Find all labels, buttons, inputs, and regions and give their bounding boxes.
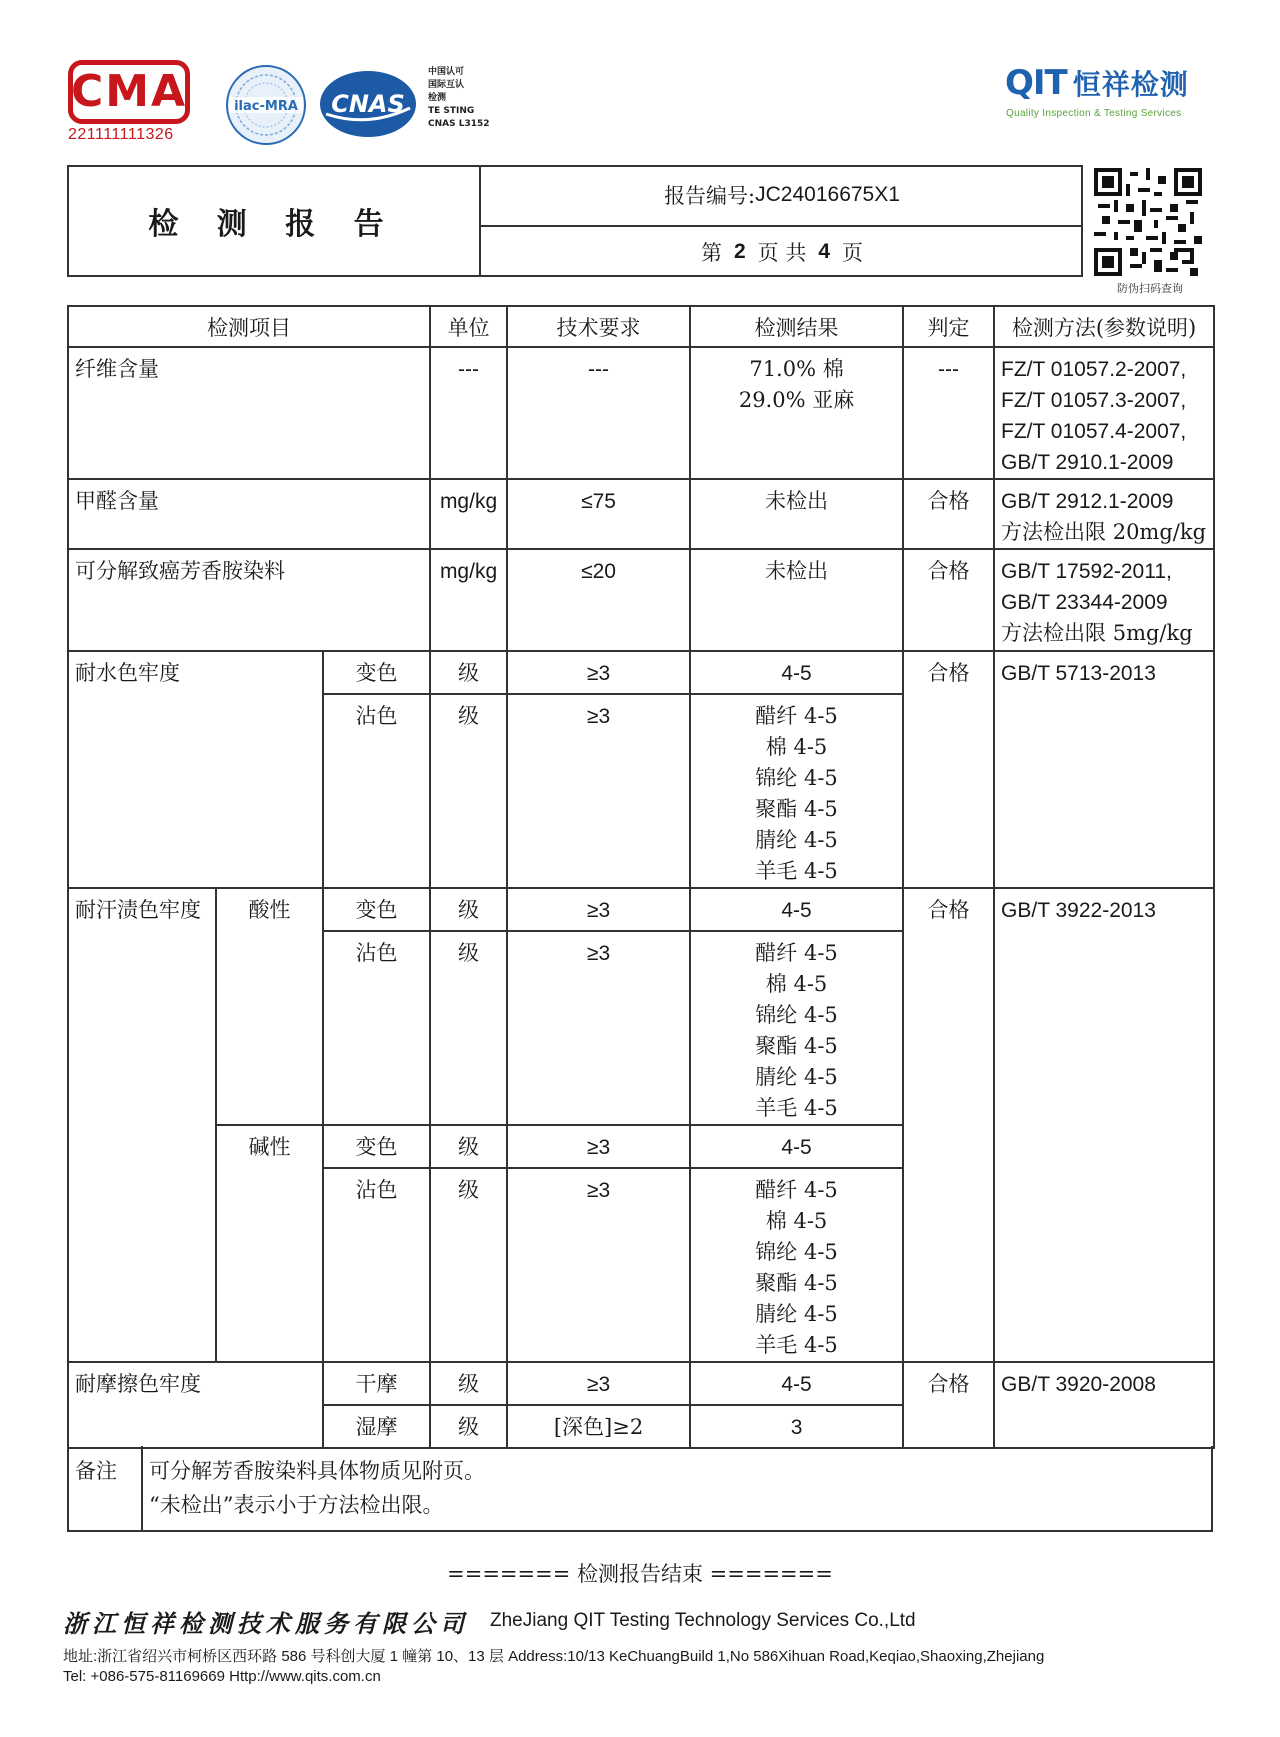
col-header-judgement: 判定 bbox=[903, 306, 994, 347]
ilac-logo-text: ilac-MRA bbox=[234, 99, 298, 114]
stain-result: 羊毛 4-5 bbox=[755, 1096, 838, 1120]
rub-dry-label: 干摩 bbox=[323, 1362, 430, 1405]
sweat-acid-stain-requirement: ≥3 bbox=[507, 931, 690, 1125]
table-row bbox=[68, 888, 1214, 931]
results-table bbox=[67, 305, 1215, 1449]
stain-result: 腈纶 4-5 bbox=[755, 1065, 838, 1089]
water-stain-label: 沾色 bbox=[323, 694, 430, 888]
cnas-note-line: CNAS L3152 bbox=[428, 119, 490, 129]
fiber-item: 纤维含量 bbox=[68, 347, 430, 479]
rub-wet-unit: 级 bbox=[430, 1405, 507, 1448]
qr-code[interactable] bbox=[1094, 168, 1202, 276]
sweat-alkali-stain-unit: 级 bbox=[430, 1168, 507, 1362]
cnas-logo bbox=[318, 68, 418, 140]
stain-result: 羊毛 4-5 bbox=[755, 859, 838, 883]
report-end-mark: ======= 检测报告结束 ======= bbox=[447, 1562, 833, 1586]
page-number bbox=[481, 227, 1083, 277]
sweat-alkali-change-unit: 级 bbox=[430, 1125, 507, 1168]
stain-result: 醋纤 4-5 bbox=[755, 941, 838, 965]
remark-line: “未检出”表示小于方法检出限。 bbox=[149, 1493, 444, 1517]
sweat-acid-change-result: 4-5 bbox=[690, 888, 903, 931]
stain-result: 棉 4-5 bbox=[765, 735, 828, 759]
fiber-judgement: --- bbox=[903, 347, 994, 479]
amine-item: 可分解致癌芳香胺染料 bbox=[68, 549, 430, 651]
cnas-note-line: 中国认可 bbox=[428, 67, 465, 77]
ilac-mra-logo bbox=[225, 64, 307, 146]
cma-logo bbox=[68, 60, 190, 124]
sweat-alkali-change-label: 变色 bbox=[323, 1125, 430, 1168]
page-current: 2 bbox=[733, 240, 746, 263]
fiber-result-line: 71.0% 棉 bbox=[749, 357, 844, 381]
company-name-en: ZheJiang QIT Testing Technology Services Co.,Ltd bbox=[490, 1610, 916, 1631]
table-row bbox=[68, 347, 1214, 479]
amine-requirement: ≤20 bbox=[507, 549, 690, 651]
formaldehyde-unit: mg/kg bbox=[430, 479, 507, 549]
water-stain-requirement: ≥3 bbox=[507, 694, 690, 888]
table-row bbox=[68, 479, 1214, 549]
page-mid: 页 共 bbox=[757, 241, 807, 265]
stain-result: 腈纶 4-5 bbox=[755, 828, 838, 852]
company-contact: Tel: +086-575-81169669 Http://www.qits.com.cn bbox=[63, 1668, 381, 1685]
water-judgement: 合格 bbox=[903, 651, 994, 888]
sweat-acid-change-requirement: ≥3 bbox=[507, 888, 690, 931]
rub-dry-unit: 级 bbox=[430, 1362, 507, 1405]
cnas-note-line: TE STING bbox=[428, 106, 475, 116]
qr-caption: 防伪扫码查询 bbox=[1117, 282, 1183, 295]
sweat-acid-stain-label: 沾色 bbox=[323, 931, 430, 1125]
water-item: 耐水色牢度 bbox=[68, 651, 323, 888]
report-number-label: 报告编号: bbox=[664, 184, 756, 208]
report-number-value: JC24016675X1 bbox=[755, 183, 900, 206]
stain-result: 聚酯 4-5 bbox=[755, 1271, 838, 1295]
sweat-acid-change-label: 变色 bbox=[323, 888, 430, 931]
page-prefix: 第 bbox=[700, 241, 722, 265]
stain-result: 锦纶 4-5 bbox=[755, 1003, 838, 1027]
fiber-method-line: FZ/T 01057.4-2007, bbox=[1001, 420, 1187, 443]
cnas-note bbox=[428, 66, 490, 131]
water-change-result: 4-5 bbox=[690, 651, 903, 694]
sweat-alkali-change-result: 4-5 bbox=[690, 1125, 903, 1168]
sweat-alkali-label: 碱性 bbox=[216, 1125, 323, 1362]
cnas-note-line: 检测 bbox=[428, 93, 447, 103]
remarks-table bbox=[67, 1446, 1213, 1532]
water-change-requirement: ≥3 bbox=[507, 651, 690, 694]
fiber-requirement: --- bbox=[507, 347, 690, 479]
sweat-judgement: 合格 bbox=[903, 888, 994, 1362]
document-title: 检 测 报 告 bbox=[67, 165, 481, 277]
qit-subtitle: Quality Inspection & Testing Services bbox=[1006, 108, 1182, 119]
fiber-method bbox=[994, 347, 1214, 479]
remarks-label: 备注 bbox=[68, 1446, 142, 1531]
stain-result: 锦纶 4-5 bbox=[755, 766, 838, 790]
amine-result: 未检出 bbox=[690, 549, 903, 651]
amine-method-line: GB/T 23344-2009 bbox=[1001, 591, 1168, 614]
rub-wet-requirement: [深色]≥2 bbox=[507, 1405, 690, 1448]
cma-number: 221111111326 bbox=[68, 126, 174, 143]
sweat-acid-change-unit: 级 bbox=[430, 888, 507, 931]
water-stain-unit: 级 bbox=[430, 694, 507, 888]
stain-result: 棉 4-5 bbox=[765, 972, 828, 996]
remarks-content bbox=[142, 1446, 1212, 1531]
amine-method bbox=[994, 549, 1214, 651]
sweat-acid-stain-unit: 级 bbox=[430, 931, 507, 1125]
sweat-acid-label: 酸性 bbox=[216, 888, 323, 1125]
col-header-unit: 单位 bbox=[430, 306, 507, 347]
sweat-acid-stain-results bbox=[690, 931, 903, 1125]
page-total: 4 bbox=[818, 240, 831, 263]
remarks-row bbox=[68, 1446, 1212, 1531]
fiber-method-line: GB/T 2910.1-2009 bbox=[1001, 451, 1174, 474]
sweat-item: 耐汗渍色牢度 bbox=[68, 888, 216, 1362]
cnas-note-line: 国际互认 bbox=[428, 80, 465, 90]
rub-wet-label: 湿摩 bbox=[323, 1405, 430, 1448]
col-header-method: 检测方法(参数说明) bbox=[994, 306, 1214, 347]
water-change-unit: 级 bbox=[430, 651, 507, 694]
fiber-result bbox=[690, 347, 903, 479]
stain-result: 腈纶 4-5 bbox=[755, 1302, 838, 1326]
sweat-method: GB/T 3922-2013 bbox=[994, 888, 1214, 1362]
water-method: GB/T 5713-2013 bbox=[994, 651, 1214, 888]
fiber-result-line: 29.0% 亚麻 bbox=[738, 388, 855, 412]
amine-method-line: 方法检出限 5mg/kg bbox=[1001, 621, 1193, 645]
sweat-alkali-stain-requirement: ≥3 bbox=[507, 1168, 690, 1362]
qit-logo-text: QIT bbox=[1005, 63, 1067, 103]
rub-dry-requirement: ≥3 bbox=[507, 1362, 690, 1405]
qit-logo-cn: 恒祥检测 bbox=[1072, 68, 1189, 101]
amine-judgement: 合格 bbox=[903, 549, 994, 651]
report-number bbox=[481, 165, 1083, 227]
col-header-item: 检测项目 bbox=[68, 306, 430, 347]
fiber-method-line: FZ/T 01057.3-2007, bbox=[1001, 389, 1187, 412]
formaldehyde-method bbox=[994, 479, 1214, 549]
table-row bbox=[68, 1362, 1214, 1405]
company-name-cn: 浙江恒祥检测技术服务有限公司 bbox=[63, 1609, 469, 1638]
fiber-method-line: FZ/T 01057.2-2007, bbox=[1001, 358, 1187, 381]
stain-result: 羊毛 4-5 bbox=[755, 1333, 838, 1357]
fiber-unit: --- bbox=[430, 347, 507, 479]
formaldehyde-judgement: 合格 bbox=[903, 479, 994, 549]
rub-dry-result: 4-5 bbox=[690, 1362, 903, 1405]
col-header-result: 检测结果 bbox=[690, 306, 903, 347]
table-row bbox=[68, 549, 1214, 651]
cma-logo-text: CMA bbox=[70, 66, 188, 117]
stain-result: 聚酯 4-5 bbox=[755, 797, 838, 821]
col-header-requirement: 技术要求 bbox=[507, 306, 690, 347]
stain-result: 锦纶 4-5 bbox=[755, 1240, 838, 1264]
qit-logo bbox=[1005, 63, 1189, 103]
table-row bbox=[68, 651, 1214, 694]
company-address: 地址:浙江省绍兴市柯桥区西环路 586 号科创大厦 1 幢第 10、13 层 Address:10/13 KeChuangBuild 1,No 586Xihuan Road,Keqiao,Shaoxing,Zhejiang bbox=[63, 1648, 1045, 1665]
cnas-logo-text: CNAS bbox=[331, 90, 405, 118]
formaldehyde-method-line: 方法检出限 20mg/kg bbox=[1001, 520, 1207, 544]
formaldehyde-requirement: ≤75 bbox=[507, 479, 690, 549]
stain-result: 棉 4-5 bbox=[765, 1209, 828, 1233]
table-header-row bbox=[68, 306, 1214, 347]
amine-method-line: GB/T 17592-2011, bbox=[1001, 560, 1172, 583]
sweat-alkali-stain-label: 沾色 bbox=[323, 1168, 430, 1362]
sweat-alkali-stain-results bbox=[690, 1168, 903, 1362]
stain-result: 醋纤 4-5 bbox=[755, 704, 838, 728]
formaldehyde-method-line: GB/T 2912.1-2009 bbox=[1001, 490, 1174, 513]
formaldehyde-result: 未检出 bbox=[690, 479, 903, 549]
remark-line: 可分解芳香胺染料具体物质见附页。 bbox=[149, 1459, 485, 1483]
water-change-label: 变色 bbox=[323, 651, 430, 694]
stain-result: 聚酯 4-5 bbox=[755, 1034, 838, 1058]
water-stain-results bbox=[690, 694, 903, 888]
rub-wet-result: 3 bbox=[690, 1405, 903, 1448]
sweat-alkali-change-requirement: ≥3 bbox=[507, 1125, 690, 1168]
formaldehyde-item: 甲醛含量 bbox=[68, 479, 430, 549]
rub-judgement: 合格 bbox=[903, 1362, 994, 1448]
stain-result: 醋纤 4-5 bbox=[755, 1178, 838, 1202]
rub-method: GB/T 3920-2008 bbox=[994, 1362, 1214, 1448]
page-suffix: 页 bbox=[842, 241, 864, 265]
rub-item: 耐摩擦色牢度 bbox=[68, 1362, 323, 1448]
amine-unit: mg/kg bbox=[430, 549, 507, 651]
